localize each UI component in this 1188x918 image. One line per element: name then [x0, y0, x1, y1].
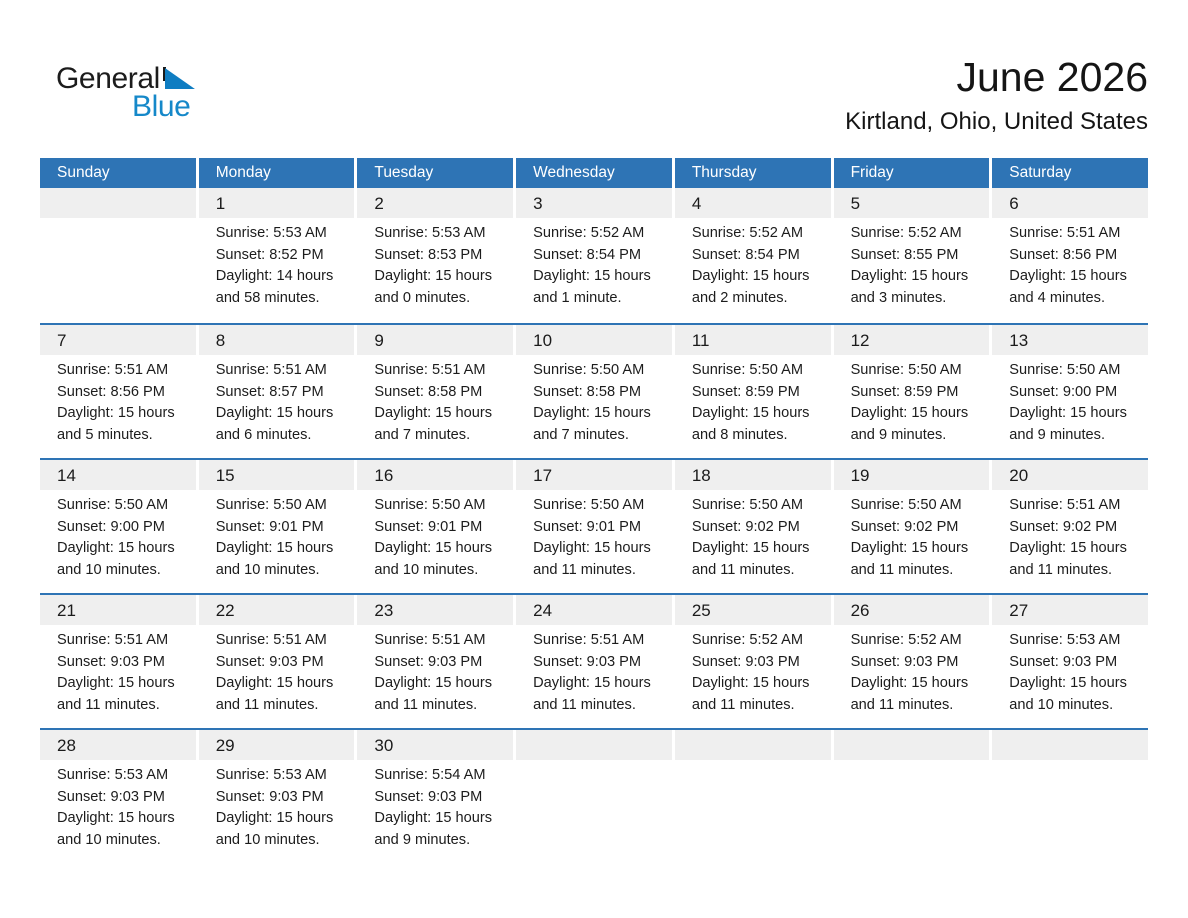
sunset-text: Sunset: 9:01 PM — [215, 518, 324, 535]
daylight-text-line1: Daylight: 15 hours — [850, 405, 969, 422]
day-details — [40, 625, 196, 716]
day-cell-17 — [516, 460, 672, 593]
sunrise-text: Sunrise: 5:52 AM — [691, 632, 803, 648]
daylight-text-line2: and 2 minutes. — [691, 289, 788, 306]
sunset-text: Sunset: 9:01 PM — [533, 518, 642, 535]
day-cell-5 — [834, 188, 990, 323]
date-number: 5 — [850, 194, 861, 213]
sunset-text: Sunset: 9:03 PM — [374, 653, 483, 670]
date-number: 24 — [533, 601, 553, 620]
day-details — [199, 355, 355, 446]
sunrise-text: Sunrise: 5:50 AM — [850, 497, 962, 513]
date-number: 27 — [1009, 601, 1029, 620]
sunset-text: Sunset: 8:58 PM — [533, 383, 642, 400]
day-details — [516, 625, 672, 716]
date-band — [357, 730, 513, 760]
date-number: 10 — [533, 331, 553, 350]
daylight-text-line1: Daylight: 15 hours — [374, 268, 493, 285]
day-cell-28 — [40, 730, 196, 863]
daylight-text-line2: and 11 minutes. — [1009, 561, 1113, 578]
daylight-text-line1: Daylight: 15 hours — [691, 268, 810, 285]
sunrise-text: Sunrise: 5:51 AM — [1009, 497, 1121, 513]
daylight-text-line1: Daylight: 15 hours — [374, 540, 493, 557]
sunrise-text: Sunrise: 5:50 AM — [374, 497, 486, 513]
sunrise-text: Sunrise: 5:51 AM — [374, 632, 486, 648]
week-row-3 — [40, 458, 1148, 593]
day-cell-20 — [992, 460, 1148, 593]
daylight-text-line1: Daylight: 15 hours — [215, 540, 334, 557]
sunrise-text: Sunrise: 5:52 AM — [850, 225, 962, 241]
date-band — [516, 730, 672, 760]
date-band — [834, 325, 990, 355]
sunset-text: Sunset: 9:02 PM — [1009, 518, 1118, 535]
sunset-text: Sunset: 8:57 PM — [215, 383, 324, 400]
week-row-4 — [40, 593, 1148, 728]
date-band — [516, 188, 672, 218]
date-number: 9 — [374, 331, 384, 350]
sunset-text: Sunset: 8:52 PM — [215, 246, 324, 263]
sunset-text: Sunset: 9:03 PM — [215, 788, 324, 805]
date-band — [516, 460, 672, 490]
daylight-text-line1: Daylight: 15 hours — [215, 810, 334, 827]
logo-text-blue: Blue — [132, 90, 191, 123]
date-band — [357, 460, 513, 490]
sunrise-text: Sunrise: 5:52 AM — [691, 225, 803, 241]
day-details — [40, 760, 196, 851]
daylight-text-line2: and 1 minute. — [533, 289, 622, 306]
sunrise-text: Sunrise: 5:52 AM — [850, 632, 962, 648]
daylight-text-line2: and 11 minutes. — [850, 561, 954, 578]
week-row-2 — [40, 323, 1148, 458]
sunrise-text: Sunrise: 5:52 AM — [533, 225, 645, 241]
daylight-text-line2: and 0 minutes. — [374, 289, 471, 306]
day-cell-7 — [40, 325, 196, 458]
weekday-header-friday: Friday — [834, 158, 990, 188]
date-number: 25 — [691, 601, 711, 620]
date-number: 20 — [1009, 466, 1029, 485]
calendar-grid — [40, 158, 1148, 863]
daylight-text-line2: and 10 minutes. — [215, 831, 320, 848]
day-details — [834, 218, 990, 309]
day-details — [357, 625, 513, 716]
date-number: 30 — [374, 736, 394, 755]
day-cell-24 — [516, 595, 672, 728]
day-cell-9 — [357, 325, 513, 458]
date-number: 1 — [215, 194, 226, 213]
date-band — [675, 460, 831, 490]
day-cell-8 — [199, 325, 355, 458]
sunrise-text: Sunrise: 5:53 AM — [215, 225, 327, 241]
day-details — [834, 490, 990, 581]
daylight-text-line2: and 9 minutes. — [850, 426, 947, 443]
day-cell-11 — [675, 325, 831, 458]
daylight-text-line2: and 11 minutes. — [533, 696, 636, 713]
day-details — [992, 490, 1148, 581]
daylight-text-line1: Daylight: 15 hours — [691, 675, 810, 692]
day-cell-30 — [357, 730, 513, 863]
daylight-text-line1: Daylight: 15 hours — [1009, 268, 1127, 285]
date-band — [40, 460, 196, 490]
date-number: 3 — [533, 194, 543, 213]
day-cell-14 — [40, 460, 196, 593]
sunrise-text: Sunrise: 5:54 AM — [374, 767, 486, 783]
daylight-text-line1: Daylight: 15 hours — [850, 268, 969, 285]
date-number: 17 — [533, 466, 553, 485]
sunset-text: Sunset: 9:01 PM — [374, 518, 483, 535]
date-band — [992, 188, 1148, 218]
day-cell-empty — [516, 730, 672, 863]
sunrise-text: Sunrise: 5:51 AM — [215, 362, 327, 378]
daylight-text-line2: and 9 minutes. — [1009, 426, 1106, 443]
date-band — [516, 325, 672, 355]
sunrise-text: Sunrise: 5:51 AM — [374, 362, 486, 378]
daylight-text-line1: Daylight: 15 hours — [533, 268, 651, 285]
day-details — [199, 218, 355, 309]
date-number: 28 — [57, 736, 76, 755]
daylight-text-line2: and 3 minutes. — [850, 289, 947, 306]
sunrise-text: Sunrise: 5:50 AM — [533, 497, 645, 513]
daylight-text-line2: and 10 minutes. — [1009, 696, 1114, 713]
daylight-text-line2: and 11 minutes. — [215, 696, 319, 713]
sunrise-text: Sunrise: 5:53 AM — [1009, 632, 1121, 648]
date-band — [357, 595, 513, 625]
sunset-text: Sunset: 8:56 PM — [57, 383, 165, 400]
sunset-text: Sunset: 9:02 PM — [850, 518, 959, 535]
sunset-text: Sunset: 9:03 PM — [691, 653, 800, 670]
sunrise-text: Sunrise: 5:50 AM — [850, 362, 962, 378]
logo-text-general: General — [56, 62, 160, 95]
day-cell-26 — [834, 595, 990, 728]
day-details — [992, 218, 1148, 309]
sunset-text: Sunset: 9:03 PM — [533, 653, 642, 670]
date-band — [516, 595, 672, 625]
day-details — [675, 218, 831, 309]
date-number: 16 — [374, 466, 394, 485]
day-details — [357, 218, 513, 309]
daylight-text-line2: and 10 minutes. — [57, 831, 161, 848]
date-band — [40, 188, 196, 218]
date-band — [834, 460, 990, 490]
weekday-header-saturday: Saturday — [992, 158, 1148, 188]
daylight-text-line1: Daylight: 15 hours — [1009, 405, 1127, 422]
date-number: 6 — [1009, 194, 1019, 213]
daylight-text-line1: Daylight: 15 hours — [533, 405, 651, 422]
sunset-text: Sunset: 8:55 PM — [850, 246, 959, 263]
daylight-text-line1: Daylight: 15 hours — [1009, 675, 1127, 692]
date-number: 29 — [215, 736, 235, 755]
daylight-text-line2: and 11 minutes. — [533, 561, 636, 578]
day-details — [516, 218, 672, 309]
logo-triangle-icon — [165, 68, 195, 89]
date-number: 8 — [215, 331, 226, 350]
daylight-text-line1: Daylight: 15 hours — [57, 675, 175, 692]
day-cell-21 — [40, 595, 196, 728]
sunset-text: Sunset: 9:03 PM — [57, 788, 165, 805]
day-cell-22 — [199, 595, 355, 728]
day-cell-4 — [675, 188, 831, 323]
sunset-text: Sunset: 9:03 PM — [57, 653, 165, 670]
date-band — [199, 188, 355, 218]
date-band — [199, 460, 355, 490]
sunrise-text: Sunrise: 5:53 AM — [374, 225, 486, 241]
date-number: 22 — [215, 601, 235, 620]
daylight-text-line1: Daylight: 15 hours — [374, 675, 493, 692]
day-details — [357, 490, 513, 581]
day-cell-27 — [992, 595, 1148, 728]
daylight-text-line2: and 11 minutes. — [691, 696, 795, 713]
day-details — [357, 760, 513, 851]
day-details — [992, 625, 1148, 716]
date-band — [40, 595, 196, 625]
day-details — [199, 625, 355, 716]
daylight-text-line2: and 11 minutes. — [374, 696, 478, 713]
date-number: 18 — [691, 466, 711, 485]
date-number: 14 — [57, 466, 76, 485]
date-number: 7 — [57, 331, 67, 350]
sunset-text: Sunset: 8:54 PM — [533, 246, 642, 263]
daylight-text-line2: and 8 minutes. — [691, 426, 788, 443]
date-band — [992, 595, 1148, 625]
daylight-text-line1: Daylight: 14 hours — [215, 268, 334, 285]
date-band — [675, 595, 831, 625]
sunrise-text: Sunrise: 5:50 AM — [691, 497, 803, 513]
sunset-text: Sunset: 8:58 PM — [374, 383, 483, 400]
date-band — [834, 730, 990, 760]
date-band — [675, 730, 831, 760]
daylight-text-line1: Daylight: 15 hours — [374, 405, 493, 422]
date-band — [992, 460, 1148, 490]
day-cell-23 — [357, 595, 513, 728]
sunset-text: Sunset: 9:00 PM — [57, 518, 165, 535]
daylight-text-line1: Daylight: 15 hours — [850, 540, 969, 557]
date-number: 12 — [850, 331, 870, 350]
sunrise-text: Sunrise: 5:51 AM — [533, 632, 645, 648]
day-details — [834, 625, 990, 716]
sunrise-text: Sunrise: 5:51 AM — [57, 362, 169, 378]
date-band — [199, 325, 355, 355]
daylight-text-line2: and 7 minutes. — [374, 426, 471, 443]
daylight-text-line1: Daylight: 15 hours — [850, 675, 969, 692]
day-cell-empty — [834, 730, 990, 863]
day-cell-6 — [992, 188, 1148, 323]
daylight-text-line2: and 7 minutes. — [533, 426, 629, 443]
daylight-text-line2: and 10 minutes. — [57, 561, 161, 578]
sunrise-text: Sunrise: 5:53 AM — [215, 767, 327, 783]
week-row-5 — [40, 728, 1148, 863]
day-cell-18 — [675, 460, 831, 593]
sunset-text: Sunset: 8:56 PM — [1009, 246, 1118, 263]
daylight-text-line2: and 10 minutes. — [374, 561, 479, 578]
daylight-text-line1: Daylight: 15 hours — [57, 810, 175, 827]
daylight-text-line1: Daylight: 15 hours — [1009, 540, 1127, 557]
sunset-text: Sunset: 9:03 PM — [215, 653, 324, 670]
day-cell-empty — [675, 730, 831, 863]
daylight-text-line1: Daylight: 15 hours — [374, 810, 493, 827]
sunrise-text: Sunrise: 5:51 AM — [215, 632, 327, 648]
sunset-text: Sunset: 8:53 PM — [374, 246, 483, 263]
daylight-text-line2: and 11 minutes. — [850, 696, 954, 713]
date-band — [40, 730, 196, 760]
date-number: 11 — [691, 331, 710, 350]
date-band — [357, 325, 513, 355]
sunrise-text: Sunrise: 5:51 AM — [57, 632, 169, 648]
day-cell-empty — [992, 730, 1148, 863]
day-cell-13 — [992, 325, 1148, 458]
day-details — [516, 355, 672, 446]
daylight-text-line1: Daylight: 15 hours — [691, 540, 810, 557]
day-cell-25 — [675, 595, 831, 728]
general-blue-logo — [56, 62, 195, 123]
day-cell-12 — [834, 325, 990, 458]
sunset-text: Sunset: 9:03 PM — [374, 788, 483, 805]
sunset-text: Sunset: 9:02 PM — [691, 518, 800, 535]
date-band — [199, 595, 355, 625]
daylight-text-line2: and 4 minutes. — [1009, 289, 1106, 306]
date-number: 15 — [215, 466, 235, 485]
day-details — [40, 490, 196, 581]
daylight-text-line2: and 10 minutes. — [215, 561, 320, 578]
sunrise-text: Sunrise: 5:50 AM — [215, 497, 327, 513]
daylight-text-line2: and 11 minutes. — [57, 696, 160, 713]
weekday-header-sunday: Sunday — [40, 158, 196, 188]
day-cell-19 — [834, 460, 990, 593]
sunset-text: Sunset: 9:03 PM — [1009, 653, 1118, 670]
daylight-text-line2: and 6 minutes. — [215, 426, 312, 443]
day-cell-2 — [357, 188, 513, 323]
sunset-text: Sunset: 9:00 PM — [1009, 383, 1118, 400]
daylight-text-line1: Daylight: 15 hours — [57, 405, 175, 422]
date-band — [40, 325, 196, 355]
weekday-header-thursday: Thursday — [675, 158, 831, 188]
day-details — [40, 355, 196, 446]
weekday-header-wednesday: Wednesday — [516, 158, 672, 188]
date-band — [834, 188, 990, 218]
day-details — [199, 760, 355, 851]
month-title: June 2026 — [956, 54, 1148, 100]
day-cell-1 — [199, 188, 355, 323]
calendar-weeks — [40, 188, 1148, 863]
day-details — [992, 355, 1148, 446]
sunset-text: Sunset: 8:54 PM — [691, 246, 800, 263]
day-details — [675, 625, 831, 716]
day-cell-empty — [40, 188, 196, 323]
day-cell-16 — [357, 460, 513, 593]
day-cell-10 — [516, 325, 672, 458]
daylight-text-line2: and 5 minutes. — [57, 426, 153, 443]
daylight-text-line1: Daylight: 15 hours — [215, 675, 334, 692]
date-number: 21 — [57, 601, 76, 620]
daylight-text-line2: and 11 minutes. — [691, 561, 795, 578]
date-band — [357, 188, 513, 218]
sunrise-text: Sunrise: 5:50 AM — [533, 362, 645, 378]
date-number: 23 — [374, 601, 394, 620]
day-details — [675, 490, 831, 581]
location-subtitle: Kirtland, Ohio, United States — [845, 108, 1148, 136]
date-number: 2 — [374, 194, 384, 213]
daylight-text-line1: Daylight: 15 hours — [215, 405, 334, 422]
day-cell-15 — [199, 460, 355, 593]
date-band — [834, 595, 990, 625]
date-number: 4 — [691, 194, 702, 213]
weekday-header-monday: Monday — [199, 158, 355, 188]
week-row-1 — [40, 188, 1148, 323]
sunrise-text: Sunrise: 5:50 AM — [1009, 362, 1121, 378]
day-details — [357, 355, 513, 446]
day-cell-3 — [516, 188, 672, 323]
date-band — [992, 325, 1148, 355]
sunset-text: Sunset: 8:59 PM — [850, 383, 959, 400]
sunrise-text: Sunrise: 5:50 AM — [57, 497, 169, 513]
date-band — [675, 188, 831, 218]
sunset-text: Sunset: 9:03 PM — [850, 653, 959, 670]
day-details — [675, 355, 831, 446]
day-details — [199, 490, 355, 581]
day-cell-29 — [199, 730, 355, 863]
sunrise-text: Sunrise: 5:51 AM — [1009, 225, 1121, 241]
date-number: 26 — [850, 601, 870, 620]
daylight-text-line2: and 9 minutes. — [374, 831, 471, 848]
sunrise-text: Sunrise: 5:53 AM — [57, 767, 169, 783]
weekday-header-row — [40, 158, 1148, 188]
date-band — [199, 730, 355, 760]
daylight-text-line1: Daylight: 15 hours — [533, 540, 651, 557]
daylight-text-line1: Daylight: 15 hours — [57, 540, 175, 557]
date-number: 19 — [850, 466, 870, 485]
date-band — [992, 730, 1148, 760]
sunrise-text: Sunrise: 5:50 AM — [691, 362, 803, 378]
sunset-text: Sunset: 8:59 PM — [691, 383, 800, 400]
day-details — [834, 355, 990, 446]
date-number: 13 — [1009, 331, 1029, 350]
weekday-header-tuesday: Tuesday — [357, 158, 513, 188]
daylight-text-line1: Daylight: 15 hours — [533, 675, 651, 692]
title-block — [845, 54, 1148, 136]
daylight-text-line1: Daylight: 15 hours — [691, 405, 810, 422]
date-band — [675, 325, 831, 355]
day-details — [516, 490, 672, 581]
daylight-text-line2: and 58 minutes. — [215, 289, 320, 306]
